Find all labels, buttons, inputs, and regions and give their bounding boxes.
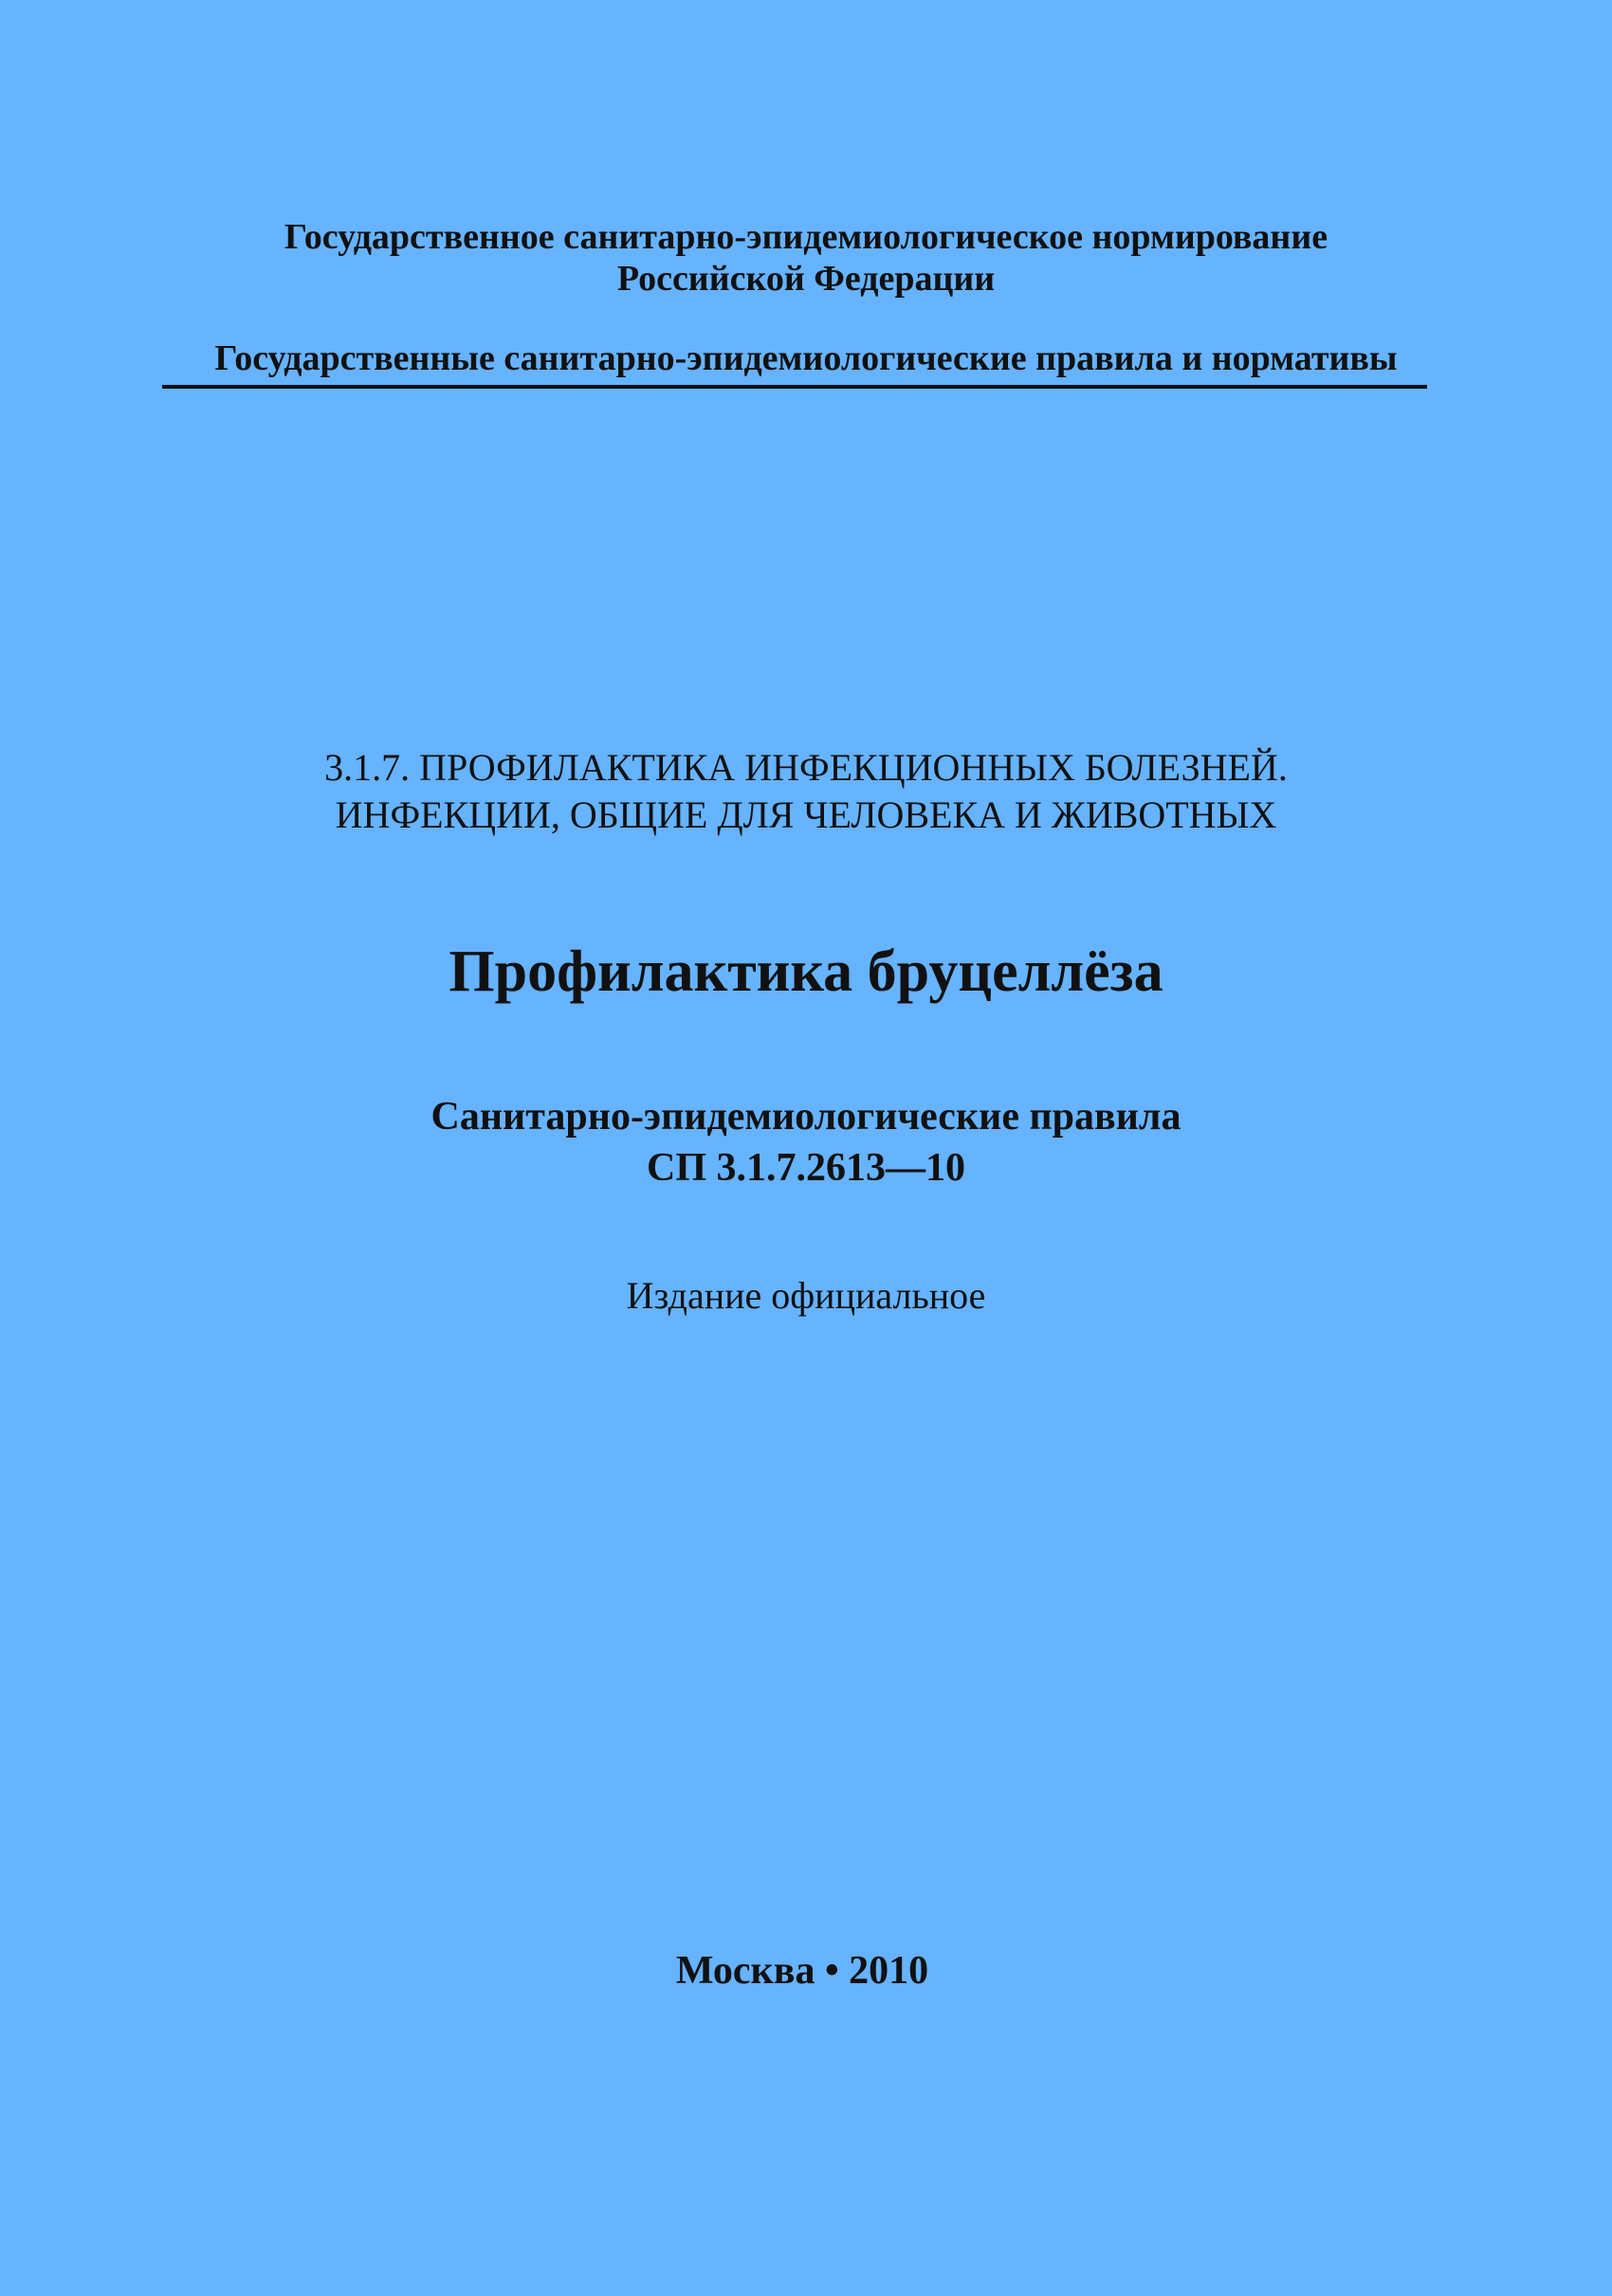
subheader-underline xyxy=(162,385,1427,389)
subheader: Государственные санитарно-эпидемиологические правила и нормативы xyxy=(214,338,1398,378)
edition-label: Издание официальное xyxy=(626,1274,986,1317)
section-line-1: 3.1.7. ПРОФИЛАКТИКА ИНФЕКЦИОННЫХ БОЛЕЗНЕЙ. xyxy=(324,746,1288,789)
header-line-2: Российской Федерации xyxy=(616,259,996,299)
document-title: Профилактика бруцеллёза xyxy=(449,939,1163,1004)
header-line-1: Государственное санитарно-эпидемиологическое нормирование xyxy=(284,217,1328,257)
section-line-2: ИНФЕКЦИИ, ОБЩИЕ ДЛЯ ЧЕЛОВЕКА И ЖИВОТНЫХ xyxy=(335,793,1277,836)
document-code: СП 3.1.7.2613—10 xyxy=(647,1146,965,1190)
document-type: Санитарно-эпидемиологические правила xyxy=(430,1095,1182,1139)
place-year: Москва • 2010 xyxy=(675,1949,929,1993)
